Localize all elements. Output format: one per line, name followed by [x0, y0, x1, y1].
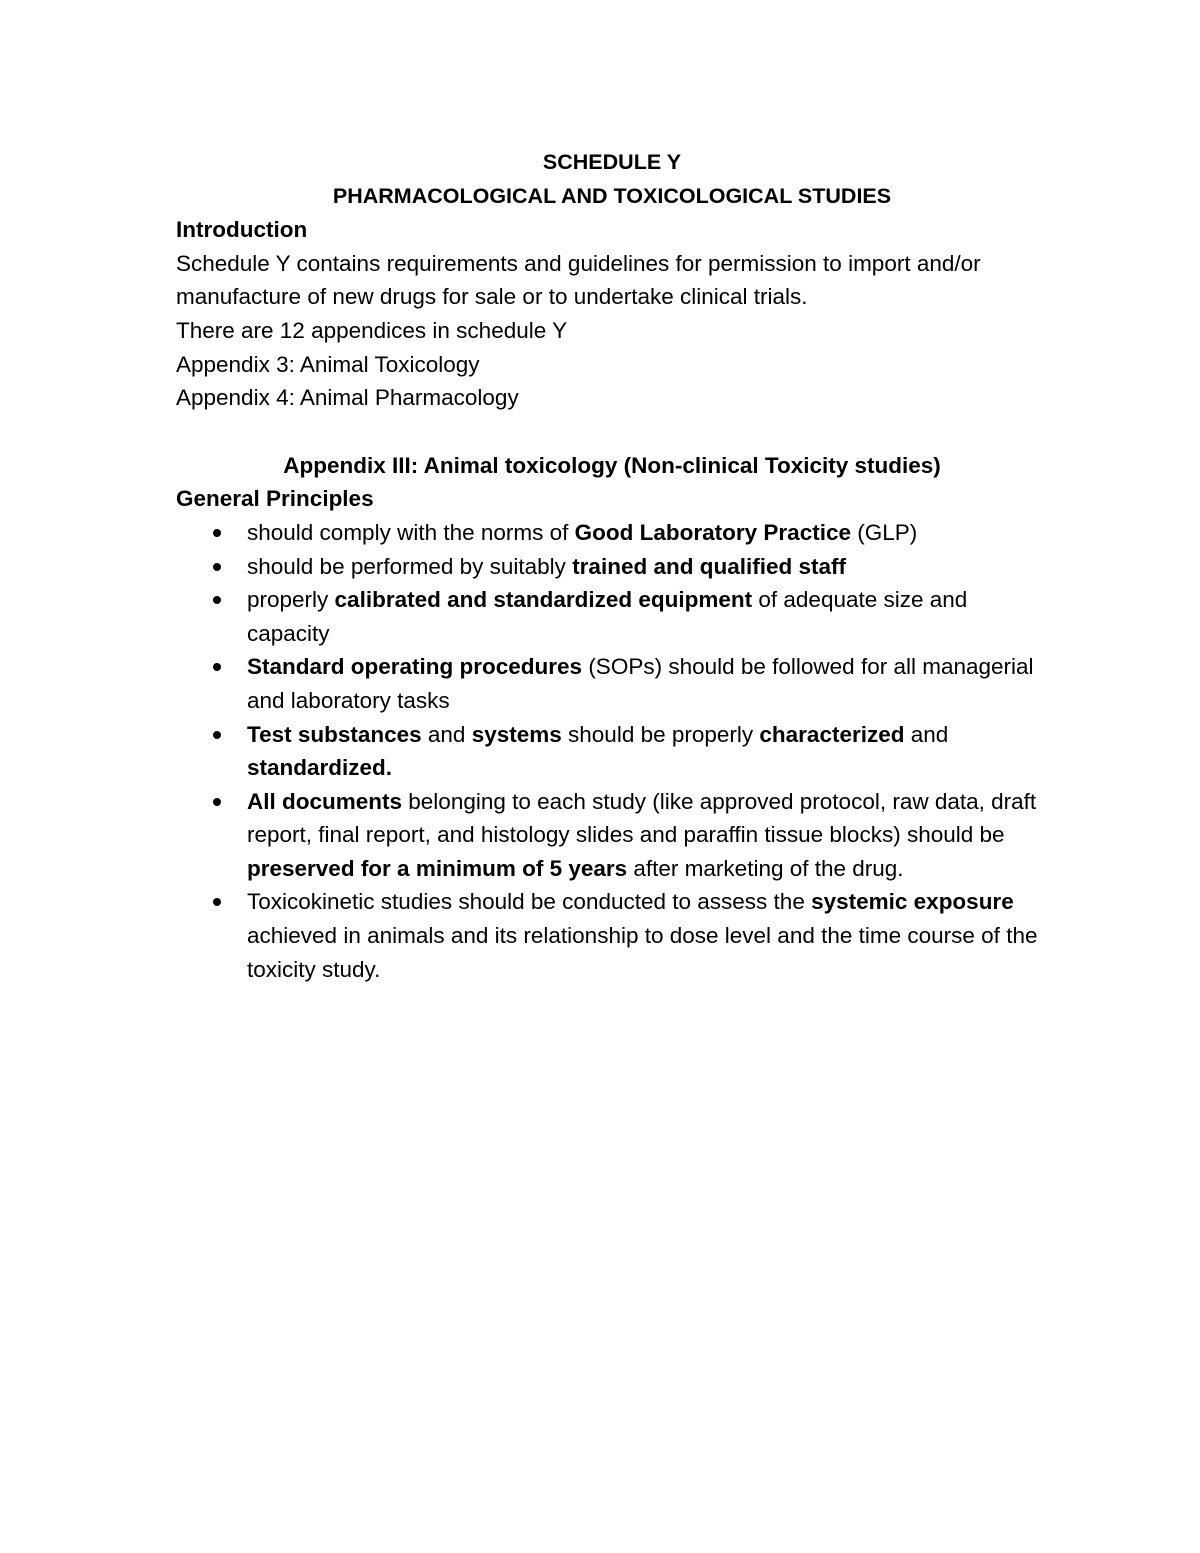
bullet-emphasis: standardized. — [247, 755, 393, 781]
bullet-text: and — [904, 721, 949, 747]
list-item — [176, 785, 1056, 886]
intro-paragraph: Schedule Y contains requirements and guidelines for permission to import and/or manufacture of new drugs for sale or to undertake clinical trials. — [176, 250, 981, 310]
list-item — [176, 516, 1056, 550]
introduction-heading: Introduction — [176, 217, 308, 243]
bullet-emphasis: trained and qualified staff — [572, 553, 846, 579]
bullet-emphasis: systems — [471, 721, 562, 747]
bullet-text: Toxicokinetic studies should be conducted to assess the — [247, 889, 812, 915]
document-content — [176, 146, 1056, 986]
list-item — [176, 583, 1056, 650]
bullet-icon — [213, 898, 221, 906]
document-subtitle: PHARMACOLOGICAL AND TOXICOLOGICAL STUDIES — [332, 183, 892, 208]
list-item — [176, 650, 1056, 717]
principles-list — [176, 516, 1056, 986]
bullet-text: after marketing of the drug. — [627, 855, 904, 881]
bullet-icon — [213, 529, 221, 537]
bullet-text: properly — [247, 587, 335, 613]
bullet-text: and — [421, 721, 472, 747]
bullet-text: should be properly — [561, 721, 760, 747]
bullet-icon — [213, 663, 221, 671]
bullet-text: (GLP) — [850, 519, 918, 545]
bullet-icon — [213, 798, 221, 806]
bullet-emphasis: All documents — [247, 788, 403, 814]
list-item — [176, 718, 1056, 785]
bullet-icon — [213, 563, 221, 571]
bullet-text: (SOPs) should be followed for all managerial and laboratory tasks — [247, 654, 1034, 713]
bullet-emphasis: Test substances — [247, 721, 422, 747]
appendix-heading: Appendix III: Animal toxicology (Non-clinical Toxicity studies) — [283, 452, 941, 478]
bullet-emphasis: characterized — [759, 721, 905, 747]
spacer — [176, 415, 1056, 449]
bullet-text: should be performed by suitably — [247, 553, 573, 579]
list-item — [176, 885, 1056, 986]
bullet-emphasis: calibrated and standardized equipment — [334, 587, 753, 613]
bullet-icon — [213, 731, 221, 739]
bullet-emphasis: Standard operating procedures — [247, 654, 583, 680]
intro-appendix-4: Appendix 4: Animal Pharmacology — [176, 385, 519, 411]
intro-appendix-3: Appendix 3: Animal Toxicology — [176, 351, 480, 377]
principles-heading: General Principles — [176, 486, 374, 512]
intro-appendices-count: There are 12 appendices in schedule Y — [176, 317, 568, 343]
bullet-icon — [213, 596, 221, 604]
bullet-text: belonging to each study (like approved protocol, raw data, draft report, final report, and histology slides and paraffin tissue blocks) should be — [247, 788, 1037, 848]
bullet-emphasis: preserved for a minimum of 5 years — [247, 855, 628, 881]
bullet-emphasis: Good Laboratory Practice — [574, 519, 851, 545]
document-title: SCHEDULE Y — [542, 150, 682, 174]
bullet-text: should comply with the norms of — [247, 519, 575, 545]
bullet-text: of adequate size and capacity — [247, 587, 968, 646]
list-item — [176, 550, 1056, 584]
bullet-text: achieved in animals and its relationship to dose level and the time course of the toxicity study. — [247, 923, 1038, 982]
bullet-emphasis: systemic exposure — [811, 889, 1014, 915]
